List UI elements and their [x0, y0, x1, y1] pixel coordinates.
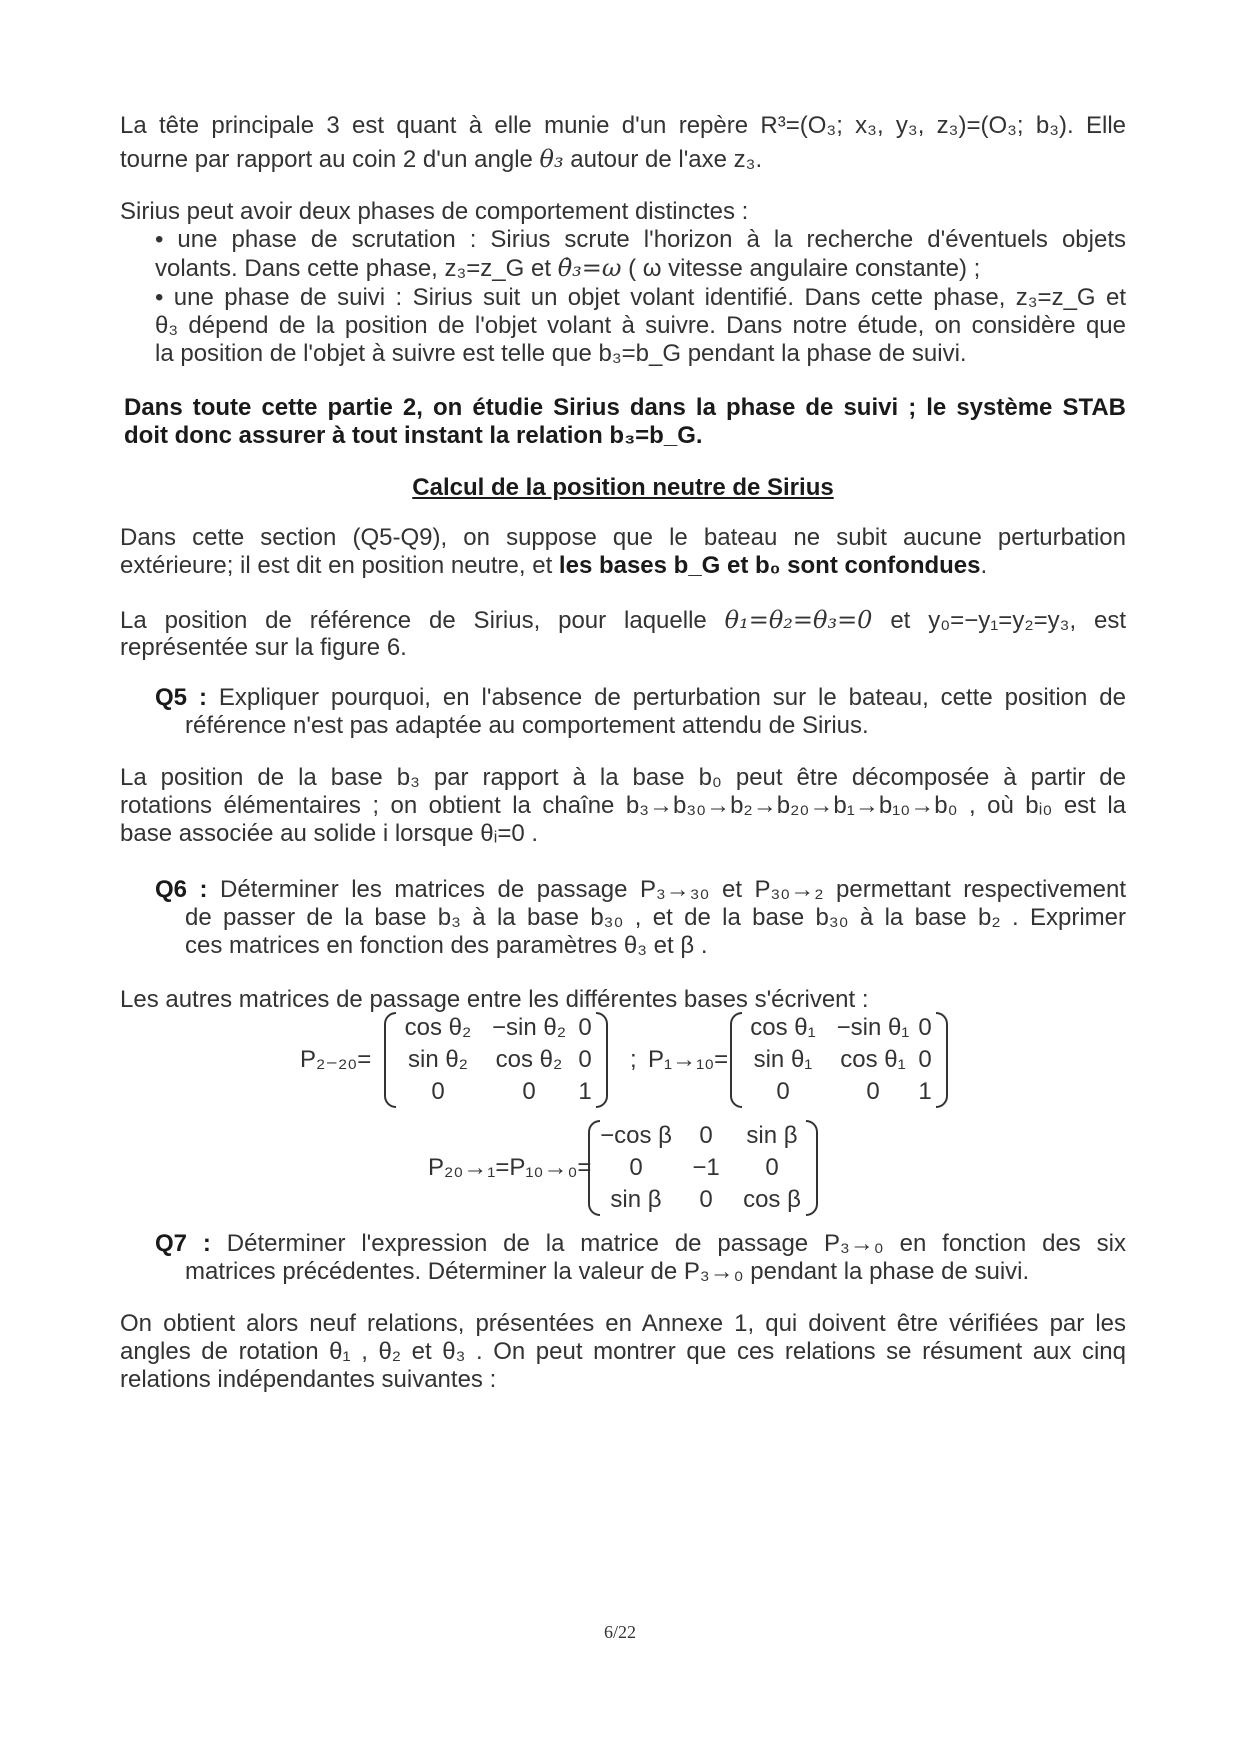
relations-line2: angles de rotation θ₁ , θ₂ et θ₃ . On peut montrer que ces relations se résument aux cinq: [120, 1338, 1126, 1365]
relations-line3: relations indépendantes suivantes :: [120, 1366, 497, 1393]
matrix-p1-10-name: P₁→₁₀=: [648, 1046, 729, 1073]
matrix-p2-20-name: P₂₋₂₀=: [300, 1046, 372, 1073]
phase-bullet-1-line2: [155, 252, 1126, 285]
m3-cell: 0: [765, 1154, 779, 1181]
b1-eq-z: z₃=z_G: [444, 255, 525, 282]
matrix-p2-20: [300, 1012, 600, 1108]
m3-cell: 0: [699, 1122, 713, 1149]
neutral-line2: [120, 550, 1126, 582]
m1-cell: 0: [431, 1078, 445, 1105]
para1-line2-b: autour de l'axe: [570, 146, 727, 173]
m2-cell: 0: [918, 1014, 932, 1041]
b2-eq-b: b₃=b_G: [598, 340, 682, 367]
reference-line2: représentée sur la figure 6.: [120, 634, 407, 661]
m2-cell: −sin θ₁: [836, 1014, 910, 1041]
m2-cell: 0: [776, 1078, 790, 1105]
m2-cell: cos θ₁: [840, 1046, 906, 1073]
para1-line2: tourne par rapport au coin 2 d'un angle θ₃ autour de l'axe z₃.: [120, 145, 763, 173]
phase-bullet-2-line2: θ₃ dépend de la position de l'objet volant à suivre. Dans notre étude, on considère que: [155, 312, 1126, 339]
b1-eq-theta: θ̇₃=ω: [557, 254, 622, 282]
theta3-symbol: θ₃: [539, 145, 564, 173]
m2-cell: 0: [918, 1046, 932, 1073]
bold-line2-eq: b₃=b_G: [609, 422, 696, 449]
m1-cell: sin θ₂: [407, 1046, 468, 1073]
matrix-p20-1-name: P₂₀→₁=P₁₀→₀=: [428, 1154, 592, 1181]
phases-intro: Sirius peut avoir deux phases de comportement distinctes :: [120, 198, 749, 225]
m1-cell: 0: [522, 1078, 536, 1105]
m3-cell: cos β: [743, 1186, 801, 1213]
bold-line2-text: doit donc assurer à tout instant la relation: [124, 422, 603, 449]
q6-line2: de passer de la base b₃ à la base b₃₀ , et de la base b₃₀ à la base b₂ . Exprimer: [185, 904, 1126, 931]
chain-line1: La position de la base b₃ par rapport à la base b₀ peut être décomposée à partir de: [120, 764, 1126, 791]
phase-bullet-2-line3: [155, 338, 1126, 370]
q6-line3: ces matrices en fonction des paramètres θ₃ et β .: [185, 932, 708, 959]
ref-text-b: , est: [1069, 607, 1126, 634]
ref-et: et: [890, 607, 911, 634]
matrix-p20-1-bracket-right: [806, 1120, 818, 1216]
m3-cell: 0: [629, 1154, 643, 1181]
bold-line1: Dans toute cette partie 2, on étudie Sirius dans la phase de suivi ; le système STAB: [124, 394, 1126, 421]
ref-eq-theta: θ₁=θ₂=θ₃=0: [724, 606, 873, 634]
ref-eq-y: y₀=−y₁=y₂=y₃: [928, 607, 1070, 634]
matrix-p20-1: [428, 1120, 818, 1216]
matrix-separator: ;: [630, 1046, 637, 1073]
m1-cell: cos θ₂: [404, 1014, 472, 1041]
neutral-text: extérieure; il est dit en position neutre, et: [120, 552, 553, 579]
section-title: [120, 472, 1126, 504]
m2-cell: cos θ₁: [750, 1014, 816, 1041]
m2-cell: 1: [918, 1078, 932, 1105]
b1-text-c: ( ω vitesse angulaire constante) ;: [628, 255, 981, 282]
para1-line1: [120, 110, 1126, 142]
q7-line2: matrices précédentes. Déterminer la valeur de P₃→₀ pendant la phase de suivi.: [185, 1258, 1030, 1285]
q6-label: Q6 :: [155, 876, 208, 903]
m2-cell: 0: [866, 1078, 880, 1105]
m3-cell: sin β: [610, 1186, 662, 1213]
chain-line2: rotations élémentaires ; on obtient la chaîne b₃→b₃₀→b₂→b₂₀→b₁→b₁₀→b₀ , où bᵢ₀ est la: [120, 792, 1126, 819]
m3-cell: 0: [699, 1186, 713, 1213]
m1-cell: 0: [578, 1046, 592, 1073]
page-number: 6/22: [603, 1622, 636, 1642]
para1-line2-a: tourne par rapport au coin 2 d'un angle: [120, 146, 533, 173]
m3-cell: −1: [692, 1154, 720, 1181]
q5-text: Expliquer pourquoi, en l'absence de perturbation sur le bateau, cette position de: [218, 684, 1126, 711]
ref-text-a: La position de référence de Sirius, pour laquelle: [120, 607, 707, 634]
section-title-text: Calcul de la position neutre de Sirius: [412, 474, 834, 501]
chain-line3: base associée au solide i lorsque θᵢ=0 .: [120, 820, 539, 847]
neutral-bold: les bases b_G et b₀ sont confondues: [558, 552, 981, 579]
b2-text-b: la position de l'objet à suivre est telle que: [155, 340, 592, 367]
b2-et: et: [1106, 284, 1127, 311]
m2-cell: sin θ₁: [753, 1046, 813, 1073]
q7-text: Déterminer l'expression de la matrice de passage P₃→₀ en fonction des six: [226, 1230, 1126, 1257]
para1-elle: . Elle: [1067, 112, 1127, 139]
m1-cell: cos θ₂: [495, 1046, 563, 1073]
bold-line2-dot: .: [695, 422, 703, 449]
q6-text: Déterminer les matrices de passage P₃→₃₀ et P₃₀→₂ permettant respectivement: [220, 876, 1127, 903]
matrix-p1-10-bracket-right: [936, 1012, 948, 1108]
neutral-dot: .: [980, 552, 988, 579]
m3-cell: −cos β: [600, 1122, 672, 1149]
relations-line1: On obtient alors neuf relations, présentées en Annexe 1, qui doivent être vérifiées par les: [120, 1310, 1126, 1337]
q5-label: Q5 :: [155, 684, 207, 711]
q7-label: Q7 :: [155, 1230, 211, 1257]
matrix-p1-10: [648, 1012, 938, 1108]
phase-bullet-1-line1: • une phase de scrutation : Sirius scrute l'horizon à la recherche d'éventuels objets: [155, 226, 1126, 253]
matrices-intro: Les autres matrices de passage entre les différentes bases s'écrivent :: [120, 986, 869, 1013]
b1-text-a: volants. Dans cette phase,: [155, 255, 438, 282]
z3-vector: z₃: [733, 146, 756, 173]
m1-cell: 1: [578, 1078, 592, 1105]
m1-cell: −sin θ₂: [491, 1014, 567, 1041]
neutral-line1: Dans cette section (Q5-Q9), on suppose que le bateau ne subit aucune perturbation: [120, 524, 1126, 551]
b2-eq-z: z₃=z_G: [1015, 284, 1096, 311]
para1-text: La tête principale 3 est quant à elle munie d'un repère: [120, 112, 749, 139]
frame-expression: R³=(O₃; x₃, y₃, z₃)=(O₃; b₃): [760, 112, 1067, 139]
b2-text-c: pendant la phase de suivi.: [687, 340, 967, 367]
q5-line2: référence n'est pas adaptée au comportement attendu de Sirius.: [185, 712, 869, 739]
m3-cell: sin β: [746, 1122, 798, 1149]
m1-cell: 0: [578, 1014, 592, 1041]
bold-line2: [124, 420, 1130, 452]
b1-et: et: [531, 255, 552, 282]
matrix-p2-20-bracket-right: [596, 1012, 608, 1108]
b2-text-a: • une phase de suivi : Sirius suit un objet volant identifié. Dans cette phase,: [155, 284, 1006, 311]
